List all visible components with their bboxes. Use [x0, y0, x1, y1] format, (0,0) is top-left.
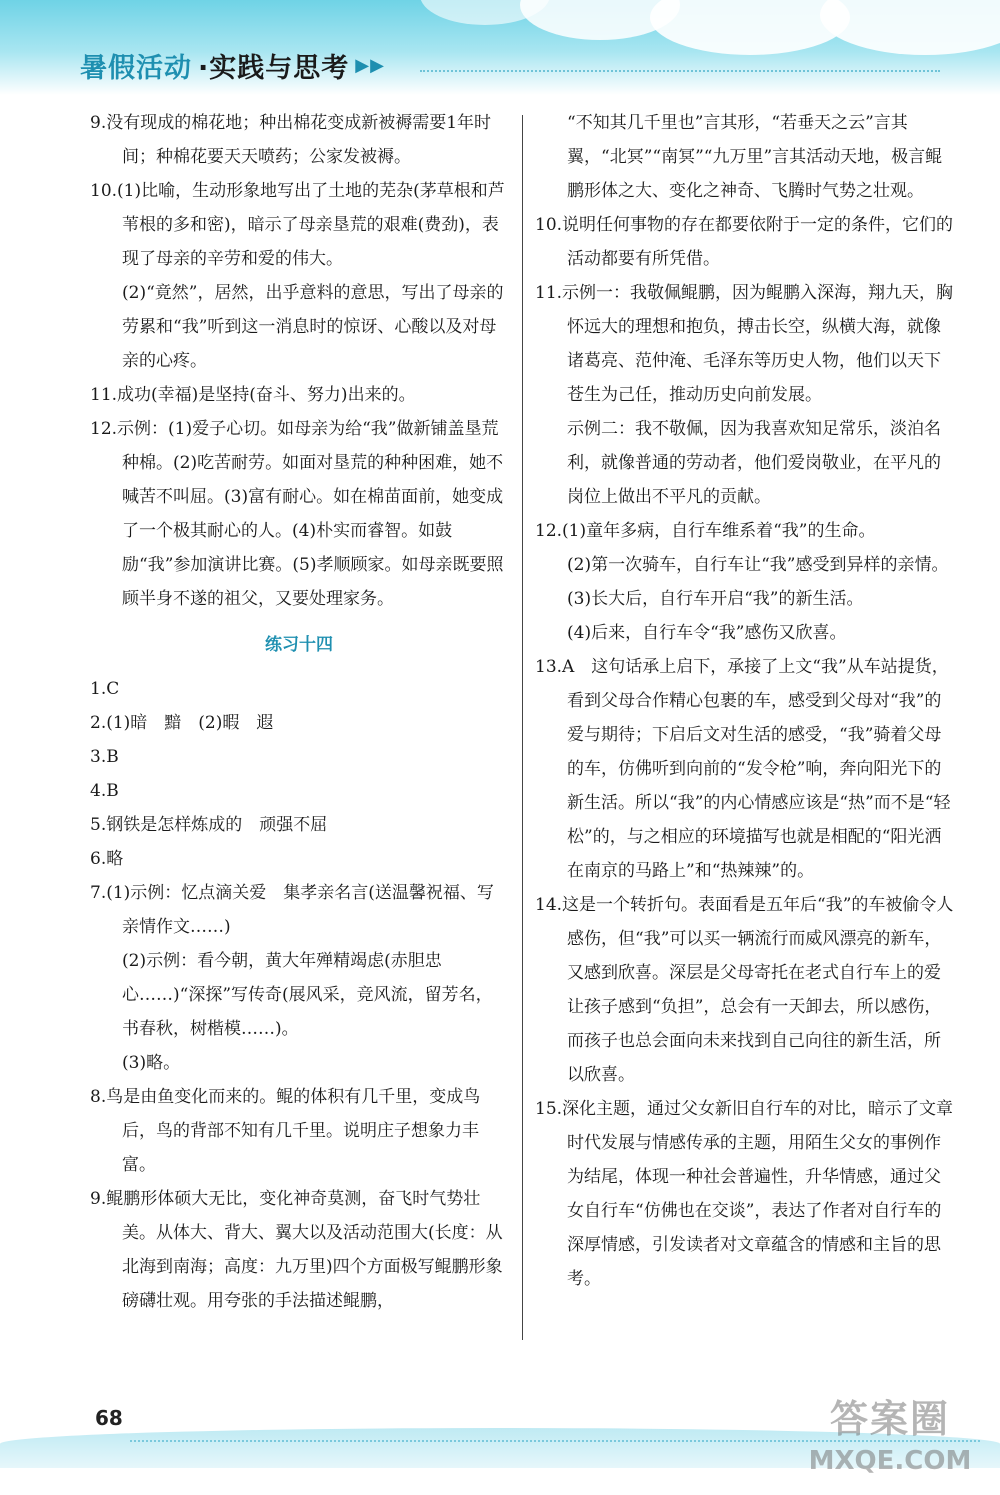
answer-text: 15.深化主题，通过父女新旧自行车的对比，暗示了文章时代发展与情感传承的主题，用陌生父女的事例作为结尾，体现一种社会普遍性，升华情感，通过父女自行车“仿佛也在交谈”，表达了作者对自行车的深厚情感，引发读者对文章蕴含的情感和主旨的思考。: [535, 1099, 954, 1289]
answer-text: 12.(1)童年多病，自行车维系着“我”的生命。: [535, 521, 876, 541]
answer-subpart: (3)略。: [122, 1053, 181, 1073]
cloud-decoration: [820, 0, 1000, 55]
answer-subpart: (2)第一次骑车，自行车让“我”感受到异样的亲情。: [567, 555, 949, 575]
header-title-main: 暑假活动: [80, 52, 192, 84]
answer-text: 3.B: [90, 747, 119, 767]
item-10: [90, 174, 508, 378]
item-10b: [535, 208, 955, 276]
page-number: 68: [95, 1406, 123, 1430]
item-8: [90, 1080, 508, 1182]
item-11b: [535, 276, 955, 514]
section-title: 练习十四: [265, 635, 333, 655]
answer-text: 11.成功(幸福)是坚持(奋斗、努力)出来的。: [90, 385, 416, 405]
answer-subpart: (3)长大后，自行车开启“我”的新生活。: [567, 589, 864, 609]
answer-text: 8.鸟是由鱼变化而来的。鲲的体积有几千里，变成鸟后，鸟的背部不知有几千里。说明庄子想象力丰富。: [90, 1087, 481, 1175]
header-dotted-line: [420, 70, 940, 72]
item-12: [90, 412, 508, 616]
watermark-url: MXQE.COM: [808, 1446, 972, 1476]
item-6: [90, 842, 508, 876]
answer-text: 6.略: [90, 849, 124, 869]
answer-text: 11.示例一：我敬佩鲲鹏，因为鲲鹏入深海，翔九天，胸怀远大的理想和抱负，搏击长空，纵横大海，就像诸葛亮、范仲淹、毛泽东等历史人物，他们以天下苍生为己任，推动历史向前发展。: [535, 283, 954, 405]
header-title: [80, 48, 385, 82]
answer-text: 13.A 这句话承上启下，承接了上文“我”从车站提货，看到父母合作精心包裹的车，感受到父母对“我”的爱与期待；下启后文对生活的感受，“我”骑着父母的车，仿佛听到向前的“发令枪”响，奔向阳光下的新生活。所以“我”的内心情感应该是“热”而不是“轻松”的，与之相应的环境描写也就是相配的“阳光洒在南京的马路上”和“热辣辣”的。: [535, 657, 951, 881]
answer-subpart: (4)后来，自行车令“我”感伤又欣喜。: [567, 623, 847, 643]
answer-text: 14.这是一个转折句。表面看是五年后“我”的车被偷令人感伤，但“我”可以买一辆流行而威风漂亮的新车，又感到欣喜。深层是父母寄托在老式自行车上的爱让孩子感到“负担”，总会有一天卸去，所以感伤，而孩子也总会面向未来找到自己向往的新生活，所以欣喜。: [535, 895, 954, 1085]
answer-subpart: 示例二：我不敬佩，因为我喜欢知足常乐，淡泊名利，就像普通的劳动者，他们爱岗敬业，在平凡的岗位上做出不平凡的贡献。: [567, 419, 941, 507]
answer-text: “不知其几千里也”言其形，“若垂天之云”言其翼，“北冥”“南冥”“九万里”言其活动天地，极言鲲鹏形体之大、变化之神奇、飞腾时气势之壮观。: [567, 113, 943, 201]
item-11: [90, 378, 508, 412]
item-9-cont: [535, 106, 955, 208]
page-header: [0, 0, 1000, 95]
answer-text: 9.鲲鹏形体硕大无比，变化神奇莫测，奋飞时气势壮美。从体大、背大、翼大以及活动范围大(长度：从北海到南海；高度：九万里)四个方面极写鲲鹏形象磅礴壮观。用夸张的手法描述鲲鹏，: [90, 1189, 503, 1311]
watermark: [790, 1395, 990, 1490]
watermark-text: 答案圈: [829, 1397, 950, 1441]
item-15: [535, 1092, 955, 1296]
item-9b: [90, 1182, 508, 1318]
header-title-sub: ·实践与思考: [198, 52, 350, 84]
right-column: [535, 106, 955, 1296]
answer-text: 5.钢铁是怎样炼成的 顽强不屈: [90, 815, 328, 835]
item-13: [535, 650, 955, 888]
answer-subpart: (2)示例：看今朝，黄大年殚精竭虑(赤胆忠心……)“深探”写传奇(展风采，竞风流，留芳名，书春秋，树楷模……)。: [122, 951, 493, 1039]
item-2: [90, 706, 508, 740]
answer-text: 2.(1)暗 黯 (2)暇 遐: [90, 713, 274, 733]
item-4: [90, 774, 508, 808]
double-arrow-icon: ▶▶: [355, 54, 385, 76]
item-5: [90, 808, 508, 842]
answer-text: 7.(1)示例：忆点滴关爱 集孝亲名言(送温馨祝福、写亲情作文……): [90, 883, 494, 937]
item-14: [535, 888, 955, 1092]
item-12b: [535, 514, 955, 650]
item-7: [90, 876, 508, 1080]
item-1: [90, 672, 508, 706]
cloud-decoration: [650, 0, 850, 55]
answer-subpart: (2)“竟然”，居然，出乎意料的意思，写出了母亲的劳累和“我”听到这一消息时的惊讶、心酸以及对母亲的心疼。: [122, 283, 504, 371]
answer-text: 1.C: [90, 679, 120, 699]
item-9: [90, 106, 508, 174]
left-column: [90, 106, 508, 1318]
answer-text: 4.B: [90, 781, 119, 801]
answer-text: 10.(1)比喻，生动形象地写出了土地的芜杂(茅草根和芦苇根的多和密)，暗示了母亲垦荒的艰难(费劲)，表现了母亲的辛劳和爱的伟大。: [90, 181, 505, 269]
answer-text: 9.没有现成的棉花地；种出棉花变成新被褥需要1年时间；种棉花要天天喷药；公家发被褥。: [90, 113, 492, 167]
item-3: [90, 740, 508, 774]
answer-text: 10.说明任何事物的存在都要依附于一定的条件，它们的活动都要有所凭借。: [535, 215, 954, 269]
column-divider: [522, 115, 523, 1340]
answer-text: 12.示例：(1)爱子心切。如母亲为给“我”做新铺盖垦荒种棉。(2)吃苦耐劳。如面对垦荒的种种困难，她不喊苦不叫屈。(3)富有耐心。如在棉苗面前，她变成了一个极其耐心的人。(4)朴实而睿智。如鼓励“我”参加演讲比赛。(5)孝顺顾家。如母亲既要照顾半身不遂的祖父，又要处理家务。: [90, 419, 504, 609]
